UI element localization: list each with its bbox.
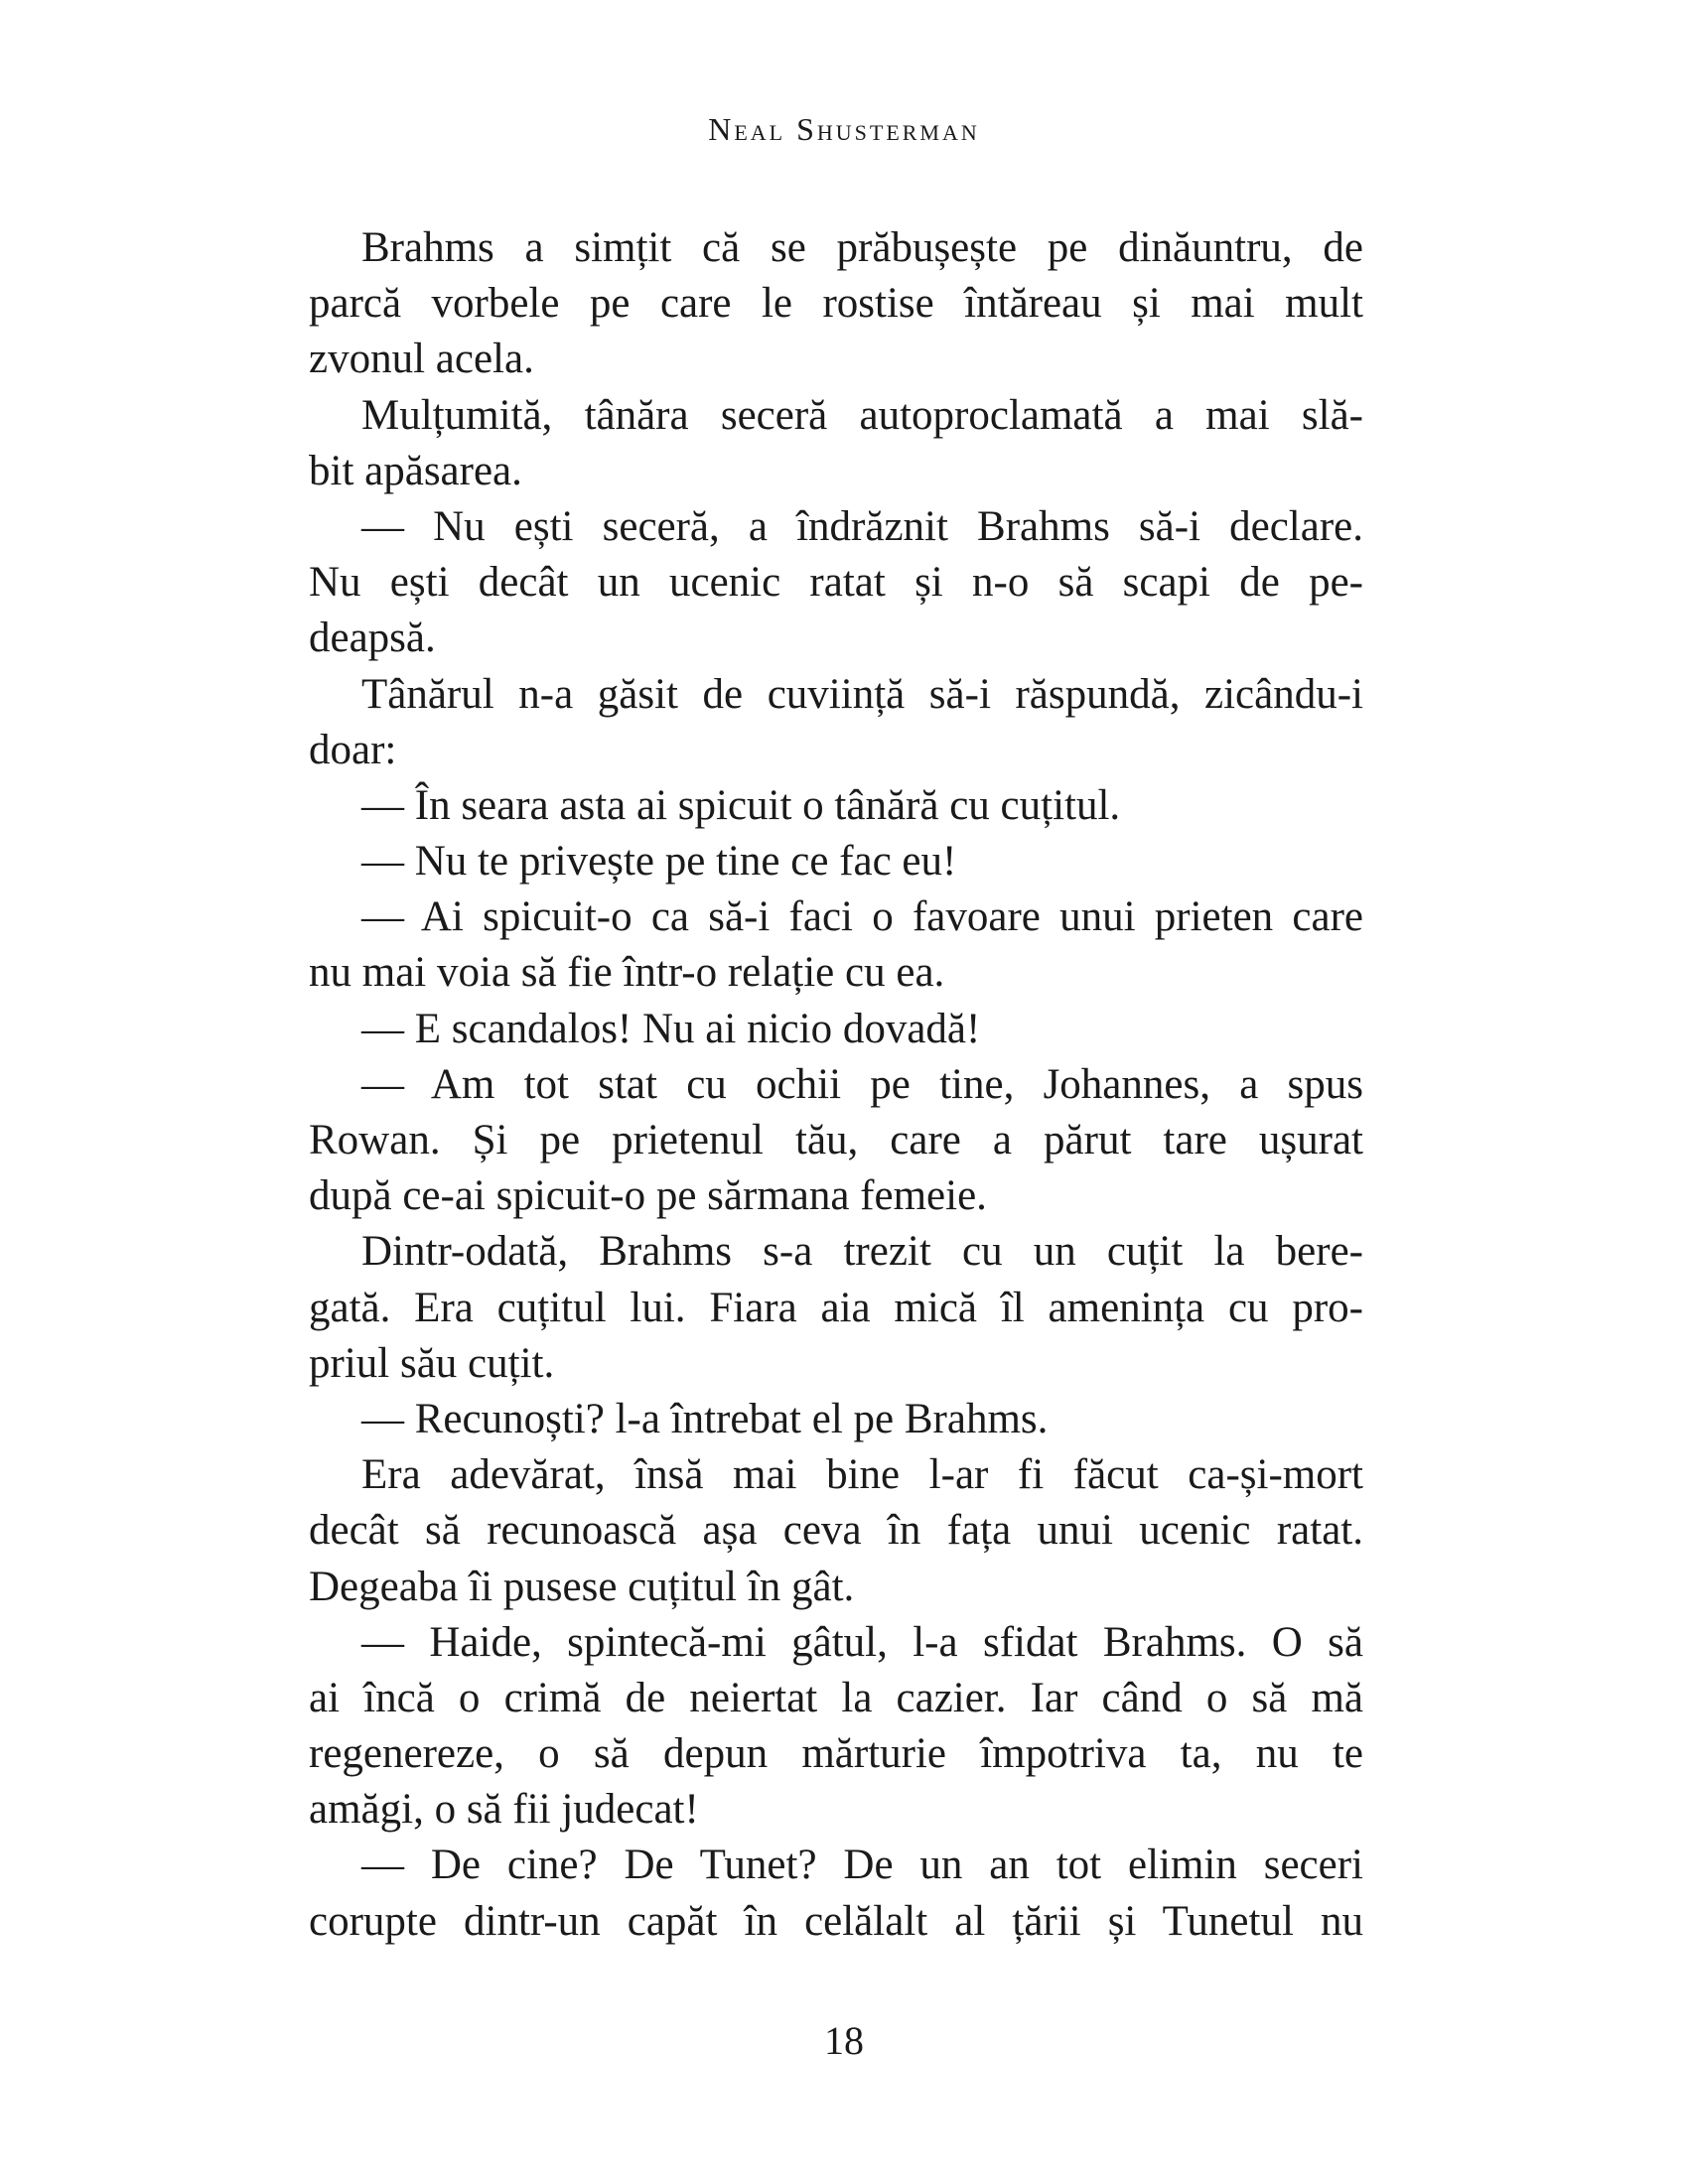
text-line: — Nu te privește pe tine ce fac eu! [361, 838, 957, 886]
text-line: parcă vorbele pe care le rostise întăreau și mai mult [309, 280, 1363, 328]
text-line: ai încă o crimă de neiertat la cazier. Iar când o să mă [309, 1674, 1363, 1721]
text-line: — Ai spicuit-o ca să-i faci o favoare unui prieten care [361, 893, 1363, 941]
text-line: deapsă. [309, 614, 436, 662]
text-line: — Am tot stat cu ochii pe tine, Johannes, a spus [361, 1060, 1363, 1108]
text-line: după ce-ai spicuit-o pe sărmana femeie. [309, 1172, 987, 1220]
body-text [309, 220, 1363, 1950]
page-number: 18 [824, 2018, 864, 2063]
paragraph [309, 834, 1363, 889]
paragraph [309, 1057, 1363, 1225]
text-line: bit apăsarea. [309, 447, 522, 494]
running-head: Neal Shusterman [708, 111, 980, 147]
text-line: Mulțumită, tânăra seceră autoproclamată a mai slă- [361, 391, 1363, 439]
paragraph [309, 1838, 1363, 1949]
paragraph [309, 667, 1363, 778]
paragraph [309, 1392, 1363, 1447]
text-line: — Nu ești seceră, a îndrăznit Brahms să-i declare. [361, 502, 1363, 550]
paragraph [309, 1002, 1363, 1057]
text-line: Rowan. Și pe prietenul tău, care a părut tare ușurat [309, 1117, 1363, 1163]
text-line: corupte dintr-un capăt în celălalt al țării și Tunetul nu [309, 1897, 1363, 1945]
text-line: nu mai voia să fie într-o relație cu ea. [309, 949, 945, 997]
paragraph [309, 889, 1363, 1001]
paragraph [309, 499, 1363, 667]
text-line: decât să recunoască așa ceva în fața unui ucenic ratat. [309, 1507, 1363, 1555]
text-line: Dintr-odată, Brahms s-a trezit cu un cuțit la bere- [361, 1228, 1363, 1276]
text-line: — Recunoști? l-a întrebat el pe Brahms. [361, 1395, 1049, 1442]
text-line: priul său cuțit. [309, 1339, 555, 1387]
text-line: amăgi, o să fii judecat! [309, 1786, 699, 1834]
text-line: — E scandalos! Nu ai nicio dovadă! [361, 1005, 981, 1052]
paragraph [309, 778, 1363, 834]
text-line: Brahms a simțit că se prăbușește pe dinăuntru, de [361, 224, 1363, 271]
paragraph [309, 1615, 1363, 1839]
text-line: Nu ești decât un ucenic ratat și n-o să scapi de pe- [309, 559, 1363, 607]
paragraph [309, 1447, 1363, 1615]
text-line: regenereze, o să depun mărturie împotriva ta, nu te [309, 1730, 1363, 1778]
paragraph [309, 1224, 1363, 1392]
text-line: doar: [309, 726, 397, 773]
text-line: — Haide, spintecă-mi gâtul, l-a sfidat Brahms. O să [361, 1618, 1363, 1666]
text-line: — În seara asta ai spicuit o tânără cu cuțitul. [361, 781, 1121, 829]
text-line: zvonul acela. [309, 336, 534, 383]
text-line: — De cine? De Tunet? De un an tot elimin seceri [361, 1842, 1363, 1889]
text-line: Degeaba îi pusese cuțitul în gât. [309, 1563, 855, 1610]
paragraph [309, 220, 1363, 388]
text-line: Era adevărat, însă mai bine l-ar fi făcut ca-și-mort [361, 1451, 1363, 1499]
text-line: gată. Era cuțitul lui. Fiara aia mică îl amenința cu pro- [309, 1284, 1363, 1331]
text-line: Tânărul n-a găsit de cuviință să-i răspundă, zicându-i [361, 670, 1363, 718]
paragraph [309, 388, 1363, 499]
